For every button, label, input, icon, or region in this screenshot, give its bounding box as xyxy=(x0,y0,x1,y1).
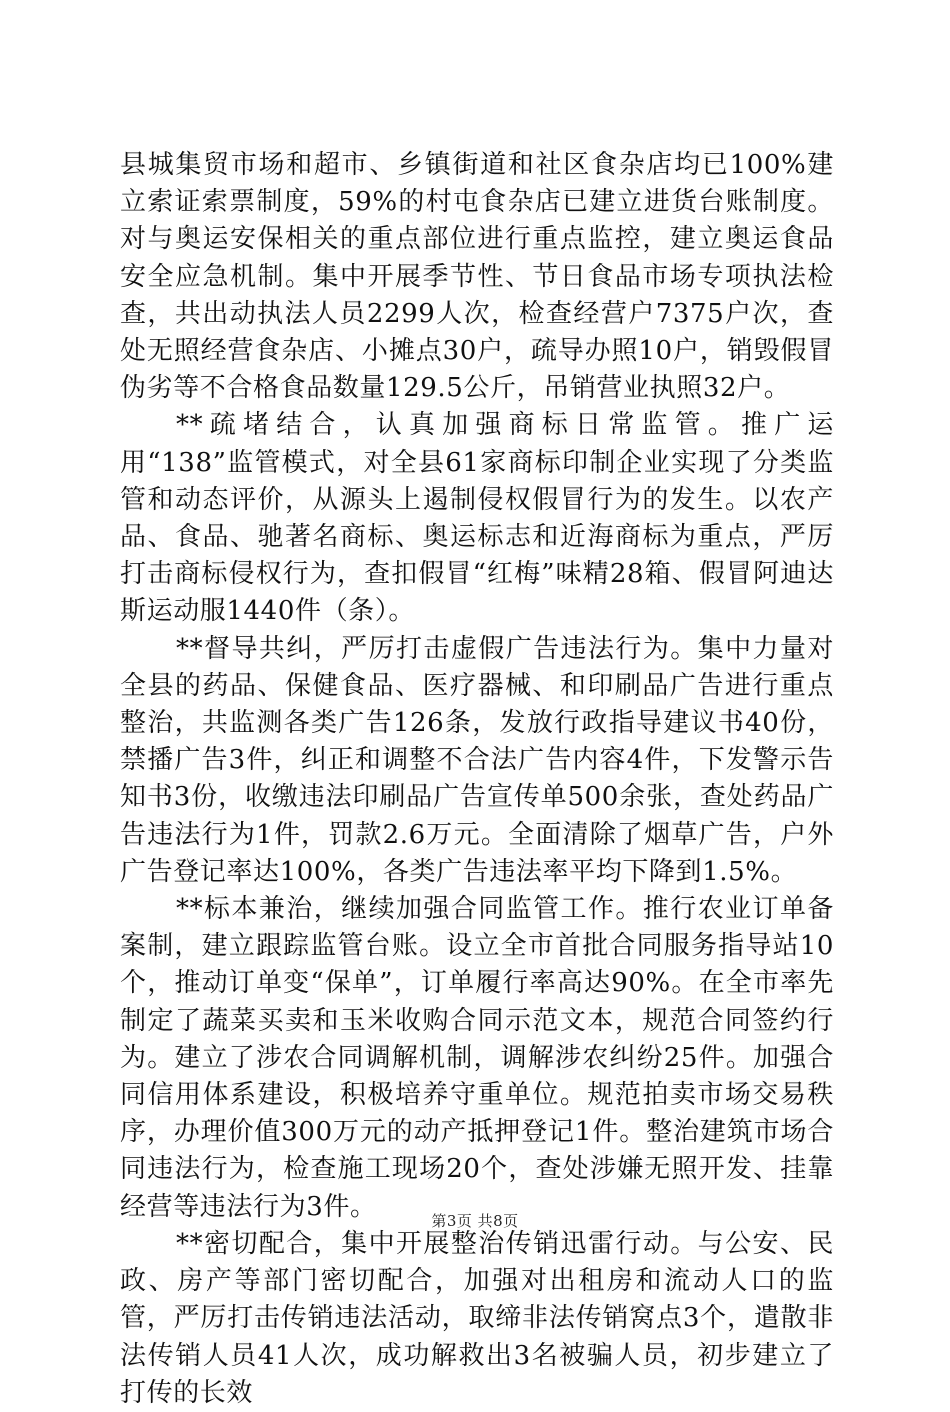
paragraph-advertising: **督导共纠，严厉打击虚假广告违法行为。集中力量对全县的药品、保健食品、医疗器械、和印刷品广告进行重点整治，共监测各类广告126条，发放行政指导建议书40份，禁播广告3件，纠正和调整不合法广告内容4件，下发警示告知书3份，收缴违法印刷品广告宣传单500余张，查处药品广告违法行为1件，罚款2.6万元。全面清除了烟草广告，户外广告登记率达100%，各类广告违法率平均下降到1.5%。 xyxy=(120,633,834,887)
paragraph-trademark: **疏堵结合，认真加强商标日常监管。推广运用“138”监管模式，对全县61家商标印制企业实现了分类监管和动态评价，从源头上遏制侵权假冒行为的发生。以农产品、食品、驰著名商标、奥运标志和近海商标为重点，严厉打击商标侵权行为，查扣假冒“红梅”味精28箱、假冒阿迪达斯运动服1440件（条）。 xyxy=(120,410,834,627)
paragraph-food-safety: 县城集贸市场和超市、乡镇街道和社区食杂店均已100%建立索证索票制度，59%的村屯食杂店已建立进货台账制度。对与奥运安保相关的重点部位进行重点监控，建立奥运食品安全应急机制。集中开展季节性、节日食品市场专项执法检查，共出动执法人员2299人次，检查经营户7375户次，查处无照经营食杂店、小摊点30户，疏导办照10户，销毁假冒伪劣等不合格食品数量129.5公斤，吊销营业执照32户。 xyxy=(120,150,834,404)
paragraph-pyramid-scheme: **密切配合，集中开展整治传销迅雷行动。与公安、民政、房产等部门密切配合，加强对出租房和流动人口的监管，严厉打击传销违法活动，取缔非法传销窝点3个，遣散非法传销人员41人次，成功解救出3名被骗人员，初步建立了打传的长效 xyxy=(120,1228,834,1408)
paragraph-contract: **标本兼治，继续加强合同监管工作。推行农业订单备案制，建立跟踪监管台账。设立全市首批合同服务指导站10个，推动订单变“保单”，订单履行率高达90%。在全市率先制定了蔬菜买卖和玉米收购合同示范文本，规范合同签约行为。建立了涉农合同调解机制，调解涉农纠纷25件。加强合同信用体系建设，积极培养守重单位。规范拍卖市场交易秩序，办理价值300万元的动产抵押登记1件。整治建筑市场合同违法行为，检查施工现场20个，查处涉嫌无照开发、挂靠经营等违法行为3件。 xyxy=(120,894,834,1222)
page-number-footer: 第3页 共8页 xyxy=(431,1212,519,1230)
